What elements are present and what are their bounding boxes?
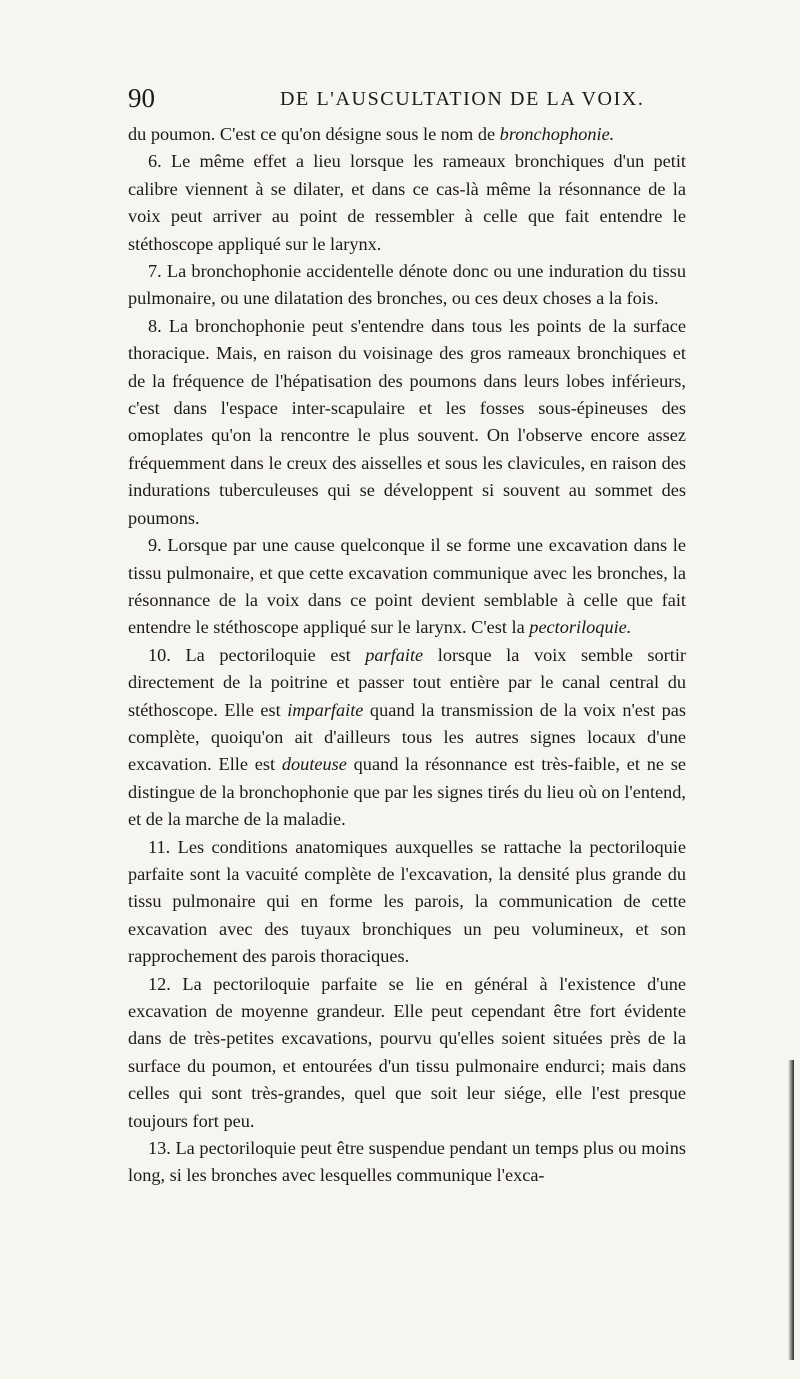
text-run: du poumon. C'est ce qu'on désigne sous le nom de [128, 124, 500, 144]
text-run: 13. La pectoriloquie peut être suspendue pendant un temps plus ou moins long, si les bronches avec lesquelles communique l'exca- [128, 1138, 686, 1186]
page-edge-shadow [788, 1060, 794, 1360]
italic-term: pectoriloquie. [529, 617, 632, 638]
text-run: lorsque la voix semble sortir directement de la poitrine et passer tout entière par le canal central du stéthoscope. Elle est [128, 644, 687, 720]
italic-term: bronchophonie. [499, 124, 615, 144]
paragraph-p8 [128, 313, 686, 532]
text-run: 10. La pectoriloquie est [148, 644, 366, 665]
paragraph-p0 [128, 121, 686, 148]
body-text [128, 121, 686, 1190]
paragraph-p9 [128, 532, 686, 642]
text-run: 12. La pectoriloquie parfaite se lie en général à l'existence d'une excavation de moyenne grandeur. Elle peut cependant être fort évidente dans de très-petites excavations, pourvu qu'elles soient situées près de la surface du poumon, et entourées d'un tissu pulmonaire endurci; mais dans celles qui sont très-grandes, quel que soit leur siége, elle l'est presque toujours fort peu. [128, 973, 686, 1131]
page-number: 90 [128, 83, 155, 113]
text-run: 9. Lorsque par une cause quelconque il se forme une excavation dans le tissu pulmonaire, et que cette excavation communique avec les bronches, la résonnance de la voix dans ce point devient semblable à celle que fait entendre le stéthoscope appliqué sur le larynx. C'est la [128, 535, 686, 638]
paragraph-p6 [128, 148, 686, 258]
paragraph-p10 [128, 642, 686, 834]
text-run: 8. La bronchophonie peut s'entendre dans tous les points de la surface thoracique. Mais, en raison du voisinage des gros rameaux bronchiques et de la fréquence de l'hépatisation des poumons dans leurs lobes inférieurs, c'est dans l'espace inter-scapulaire et les fosses sous-épineuses des omoplates qu'on la rencontre le plus souvent. On l'observe encore assez fréquemment dans le creux des aisselles et sous les clavicules, en raison des indurations tuberculeuses qui se développent si souvent au sommet des poumons. [128, 315, 686, 528]
italic-term: douteuse [281, 754, 347, 775]
text-run: quand la transmission de la voix n'est pas complète, quoiqu'on ait d'ailleurs tous les autres signes locaux d'une excavation. Elle est [128, 699, 686, 775]
text-run: 7. La bronchophonie accidentelle dénote donc ou une induration du tissu pulmonaire, ou une dilatation des bronches, ou ces deux choses a la fois. [128, 261, 686, 309]
paragraph-p11 [128, 834, 686, 971]
italic-term: imparfaite [287, 699, 364, 720]
italic-term: parfaite [365, 644, 424, 665]
running-title: DE L'AUSCULTATION DE LA VOIX. [280, 88, 645, 110]
paragraph-p12 [128, 971, 686, 1135]
text-run: 11. Les conditions anatomiques auxquelles se rattache la pectoriloquie parfaite sont la vacuité complète de l'excavation, la densité plus grande du tissu pulmonaire qui en forme les parois, la communication de cette excavation avec des tuyaux bronchiques un peu volumineux, et son rapprochement des parois thoraciques. [128, 836, 686, 967]
text-run: quand la résonnance est très-faible, et ne se distingue de la bronchophonie que par les signes tirés du lieu où on l'entend, et de la marche de la maladie. [128, 754, 686, 830]
page-header [128, 82, 688, 118]
paragraph-p13 [128, 1135, 686, 1190]
paragraph-p7 [128, 258, 686, 313]
text-run: 6. Le même effet a lieu lorsque les rameaux bronchiques d'un petit calibre viennent à se dilater, et dans ce cas-là même la résonnance de la voix peut arriver au point de ressembler à celle que fait entendre le stéthoscope appliqué sur le larynx. [128, 151, 686, 254]
